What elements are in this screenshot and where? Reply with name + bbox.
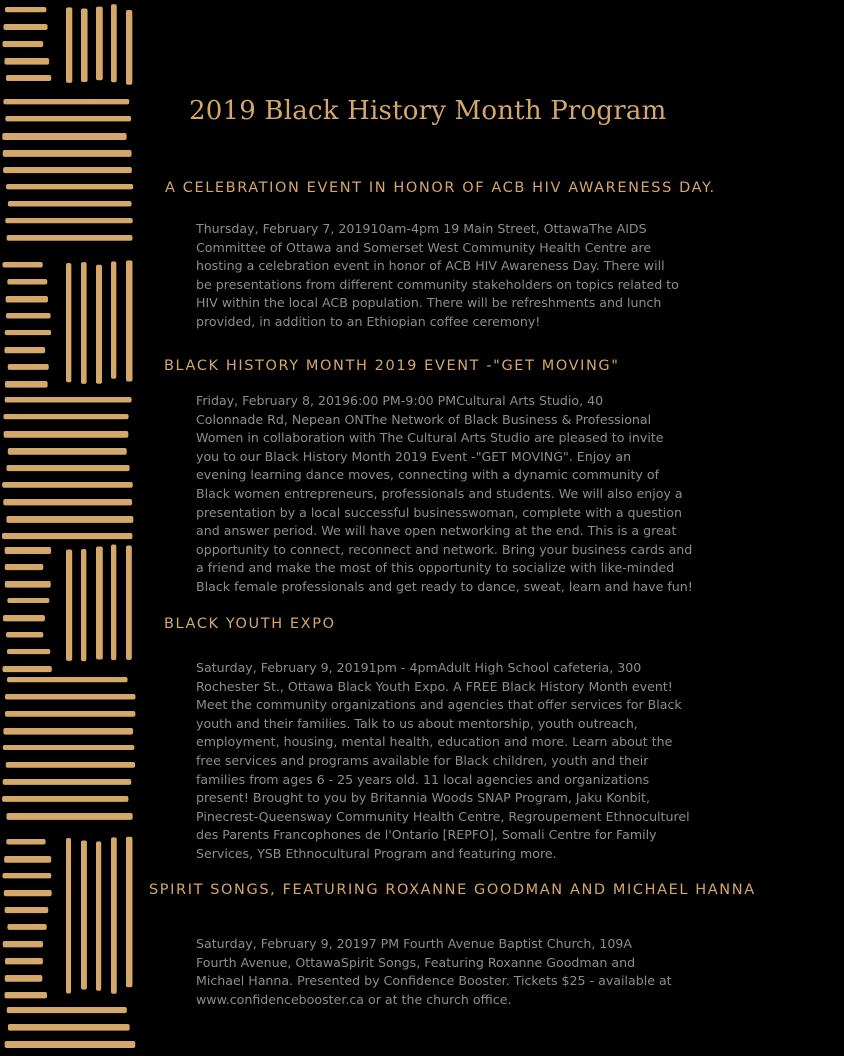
stripe-bar	[5, 381, 48, 388]
stripe-bar	[81, 549, 86, 661]
stripe-bar	[2, 796, 128, 802]
event-description-spirit-songs: Saturday, February 9, 20197 PM Fourth Avenue Baptist Church, 109A Fourth Avenue, OttawaSpirit Songs, Featuring Roxanne Goodman and Michael Hanna. Presented by Confidence Booster. Tickets $25 - available at www.confidencebooster.ca or at the church office.	[196, 936, 672, 1007]
stripe-bar	[6, 296, 48, 303]
stripe-bar	[3, 150, 132, 157]
stripe-bar	[6, 75, 51, 81]
event-heading-acb-hiv-day: A CELEBRATION EVENT IN HONOR OF ACB HIV AWARENESS DAY.	[165, 180, 716, 196]
event-heading-black-youth-expo: BLACK YOUTH EXPO	[164, 616, 336, 632]
stripe-bar	[3, 24, 47, 30]
stripe-bar	[2, 666, 51, 672]
stripe-bar	[96, 265, 102, 384]
stripe-bar	[3, 167, 132, 173]
stripe-bar	[81, 9, 88, 82]
stripe-bar	[2, 41, 43, 47]
stripe-bar	[6, 839, 45, 845]
stripe-bar	[3, 414, 128, 419]
stripe-bar	[6, 632, 43, 637]
stripe-bar	[111, 4, 117, 82]
stripe-bar	[2, 533, 132, 539]
stripe-bar	[81, 840, 87, 989]
stripe-bar	[5, 975, 43, 982]
stripe-bar	[5, 581, 51, 588]
stripe-bar	[5, 397, 132, 403]
stripe-bar	[4, 856, 51, 863]
stripe-bar	[5, 907, 49, 913]
stripe-bar	[5, 564, 44, 570]
stripe-bar	[4, 347, 45, 353]
stripe-bar	[111, 837, 117, 993]
stripe-bar	[5, 1041, 136, 1048]
stripe-bar	[6, 516, 133, 523]
stripe-bar	[66, 263, 71, 382]
stripe-bar	[4, 890, 52, 896]
stripe-bar	[3, 779, 132, 785]
stripe-bar	[5, 116, 131, 121]
stripe-bar	[4, 58, 49, 65]
stripe-bar	[126, 546, 132, 660]
stripe-bar	[66, 7, 72, 83]
stripe-bar	[3, 728, 133, 735]
stripe-bar	[5, 694, 136, 700]
stripe-bar	[6, 762, 135, 768]
stripe-bar	[8, 1024, 130, 1031]
stripe-bar	[96, 7, 103, 81]
stripe-bar	[2, 262, 42, 267]
stripe-bar	[5, 958, 43, 964]
stripe-bar	[3, 745, 135, 750]
stripe-bar	[6, 813, 132, 820]
event-heading-spirit-songs: SPIRIT SONGS, FEATURING ROXANNE GOODMAN AND MICHAEL HANNA	[149, 882, 756, 898]
decorative-stripe-pattern	[0, 0, 142, 1056]
stripe-bar	[5, 330, 51, 335]
stripe-bar	[7, 1007, 127, 1013]
stripe-bar	[5, 547, 51, 554]
stripe-bar	[126, 260, 132, 381]
stripe-bar	[7, 235, 133, 241]
stripe-bar	[7, 649, 50, 654]
event-heading-get-moving: BLACK HISTORY MONTH 2019 EVENT -"GET MOVING"	[164, 358, 620, 374]
stripe-bar	[5, 7, 46, 12]
stripe-bar	[8, 364, 49, 370]
event-description-get-moving: Friday, February 8, 20196:00 PM-9:00 PMCultural Arts Studio, 40 Colonnade Rd, Nepean ONThe Network of Black Business & Professional Women in collaboration with The Cultural Arts Studio are pleased to invite you to our Black History Month 2019 Event -"GET MOVING". Enjoy an evening learning dance moves, connecting with a dynamic community of Black women entrepreneurs, professionals and students. We will also enjoy a presentation by a local successful businesswoman, complete with a question and answer period. We will have open networking at the end. This is a great opportunity to connect, reconnect and network. Bring your business cards and a friend and make the most of this opportunity to socialize with like-minded Black female professionals and get ready to dance, sweat, learn and have fun!	[196, 393, 693, 594]
stripe-bar	[126, 837, 132, 987]
stripe-bar	[7, 677, 128, 682]
stripe-bar	[5, 218, 132, 223]
stripe-bar	[111, 261, 116, 378]
stripe-bar	[126, 10, 132, 85]
stripe-bar	[6, 465, 129, 471]
stripe-bar	[3, 499, 132, 505]
stripe-bar	[8, 201, 132, 206]
stripe-bar	[96, 841, 101, 990]
stripe-bar	[7, 279, 47, 284]
stripe-bar	[7, 924, 46, 930]
stripe-bar	[7, 598, 49, 603]
stripe-bar	[3, 941, 43, 947]
stripe-bar	[8, 448, 127, 455]
stripe-bar	[96, 547, 103, 660]
stripe-bar	[66, 549, 72, 660]
stripe-bar	[111, 545, 116, 661]
page-title: 2019 Black History Month Program	[189, 96, 667, 126]
stripe-bar	[6, 184, 133, 189]
stripe-bar	[2, 873, 51, 878]
event-description-black-youth-expo: Saturday, February 9, 20191pm - 4pmAdult High School cafeteria, 300 Rochester St., Ottawa Black Youth Expo. A FREE Black History Month event! Meet the community organizations and agencies that offer services for Black youth and their families. Talk to us about mentorship, youth outreach, employment, housing, mental health, education and more. Learn about the free services and programs available for Black children, youth and their families from ages 6 - 25 years old. 11 local agencies and organizations present! Brought to you by Britannia Woods SNAP Program, Jaku Konbit, Pinecrest-Queensway Community Health Centre, Regroupement Ethnoculturel des Parents Francophones de l'Ontario [REPFO], Somali Centre for Family Services, YSB Ethnocultural Program and featuring more.	[196, 660, 690, 861]
stripe-bar	[3, 615, 45, 621]
stripe-bar	[2, 133, 126, 140]
stripe-bar	[5, 711, 135, 717]
stripe-bar	[81, 262, 87, 384]
event-description-acb-hiv-day: Thursday, February 7, 201910am-4pm 19 Main Street, OttawaThe AIDS Committee of Ottawa and Somerset West Community Health Centre are hosting a celebration event in honor of ACB HIV Awareness Day. There will be presentations from different community stakeholders on topics related to HIV within the local ACB population. There will be refreshments and lunch provided, in addition to an Ethiopian coffee ceremony!	[196, 221, 679, 329]
stripe-bar	[4, 992, 47, 998]
stripe-bar	[66, 838, 71, 994]
stripe-bar	[4, 431, 129, 438]
stripe-bar	[6, 313, 51, 318]
stripe-bar	[3, 99, 129, 104]
stripe-bar	[2, 482, 133, 488]
